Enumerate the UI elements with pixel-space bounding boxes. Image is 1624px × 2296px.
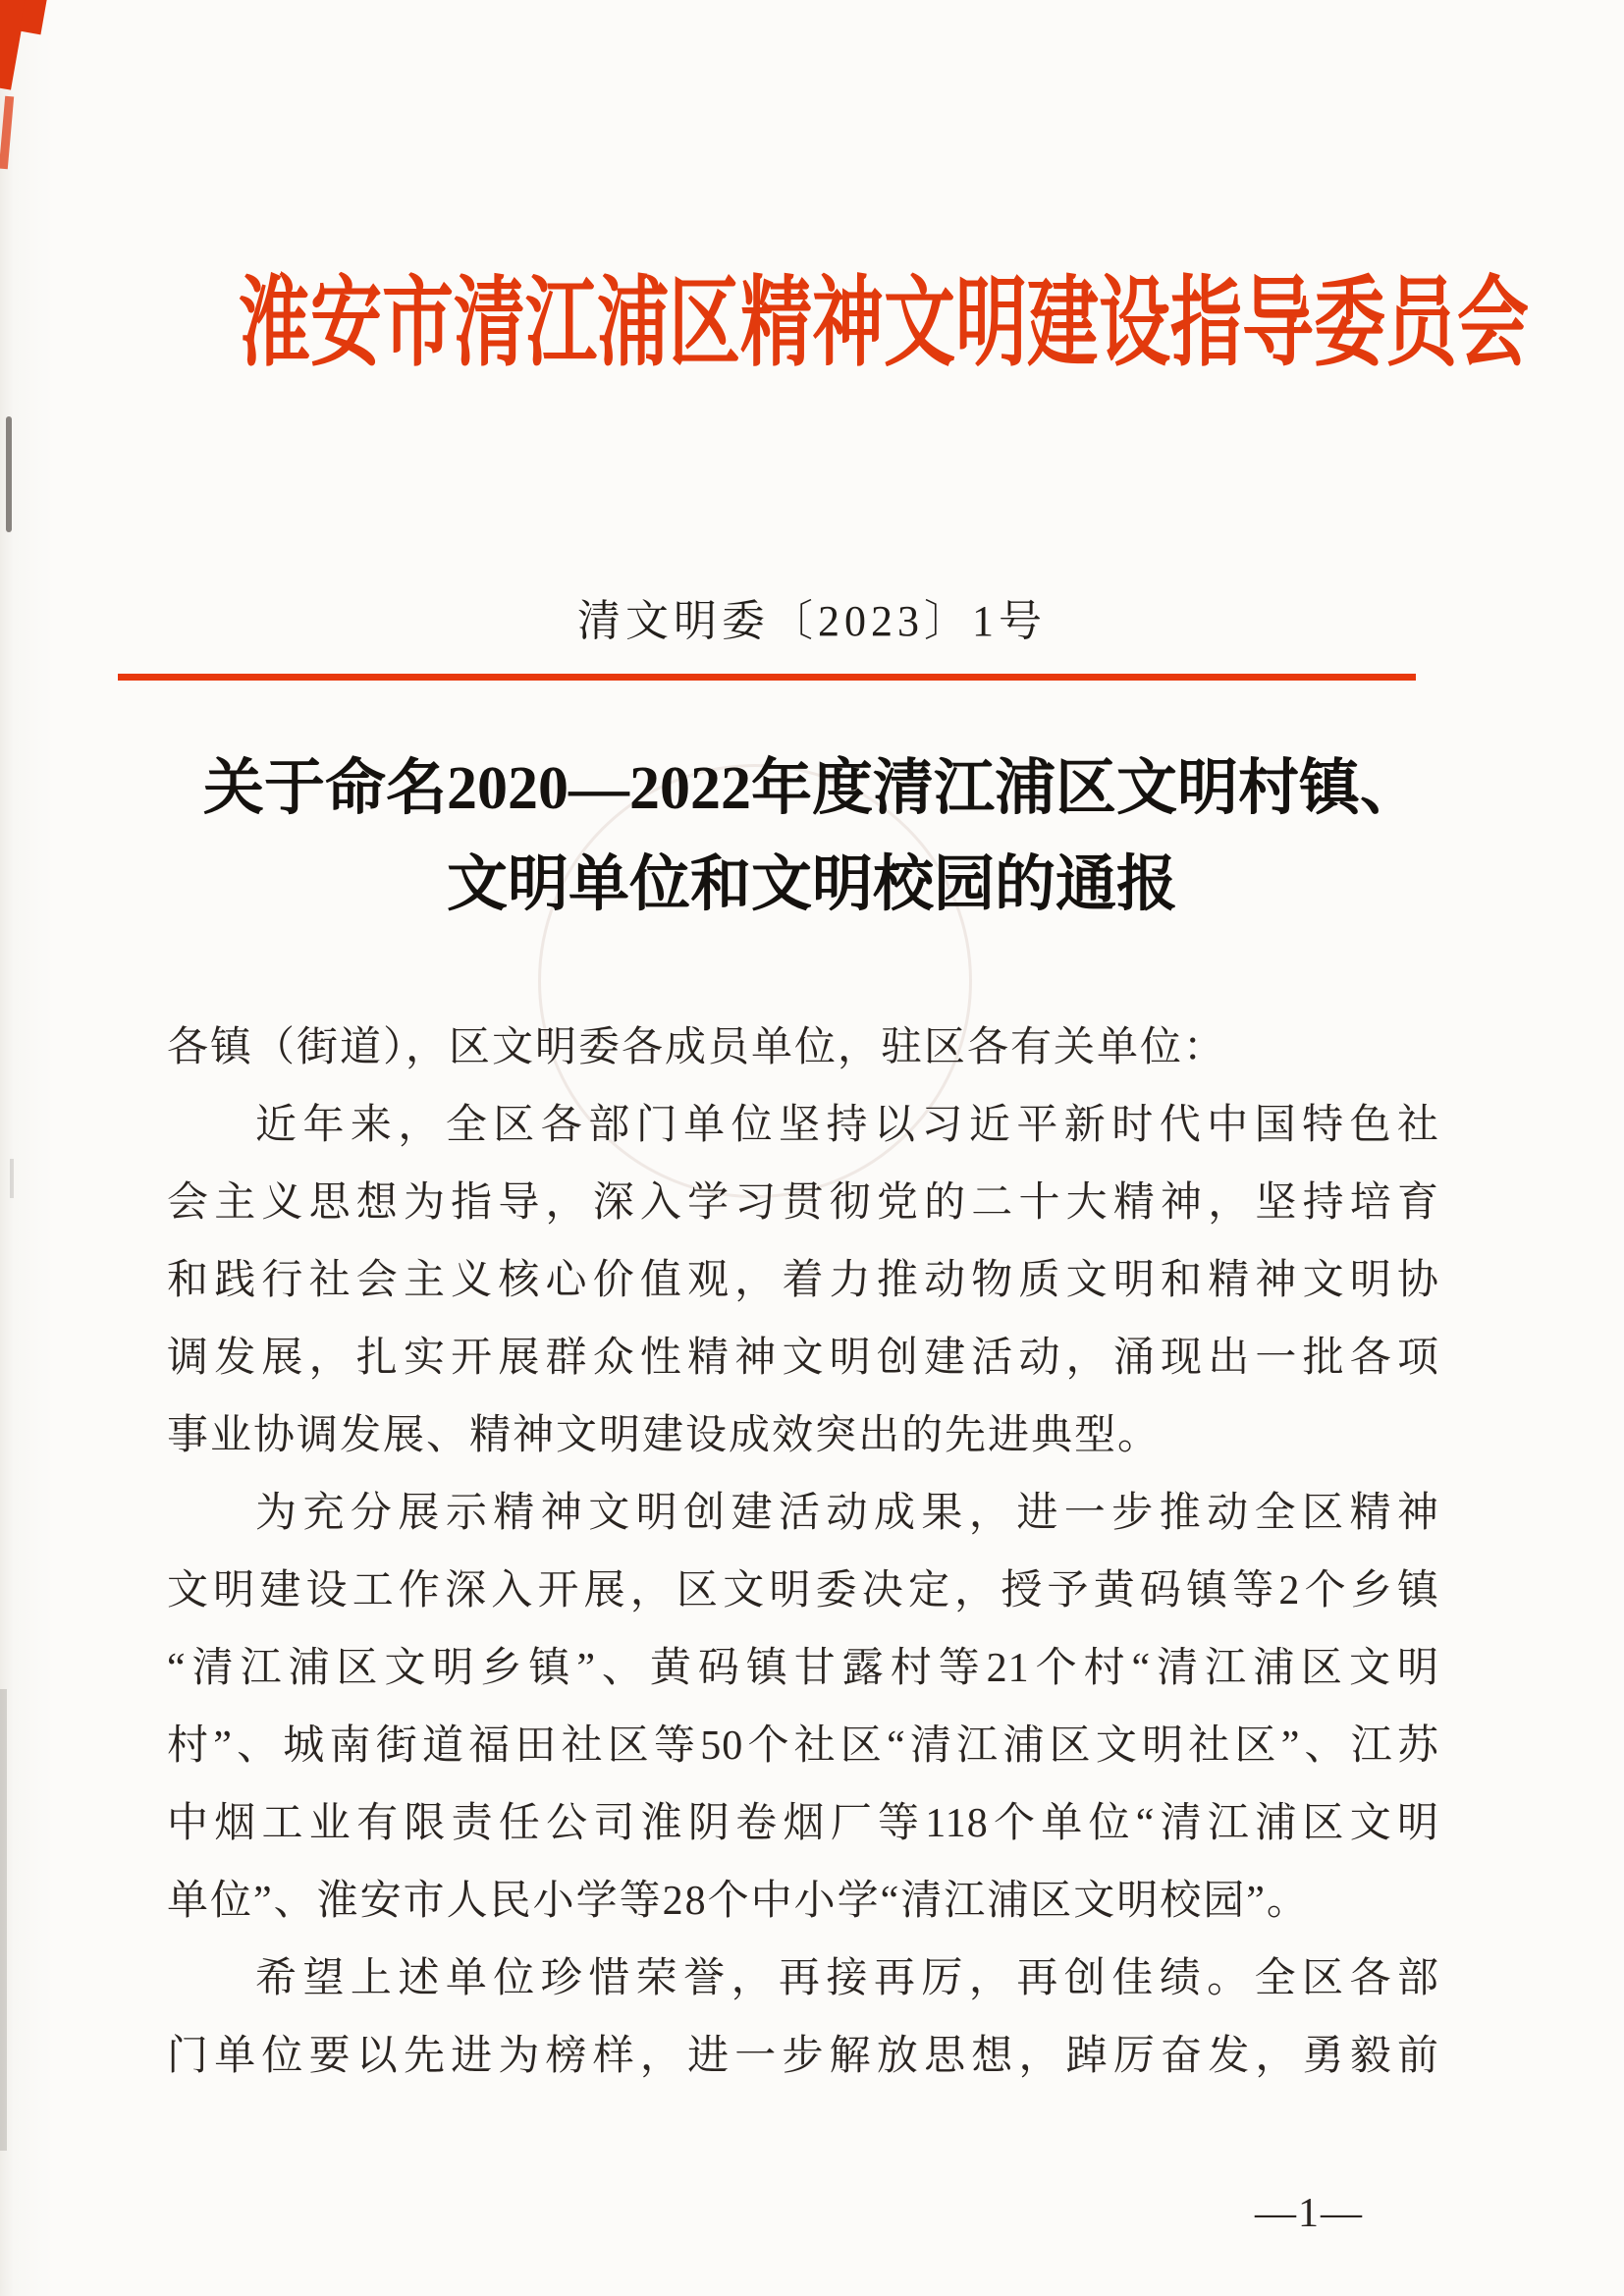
body-line: 文明建设工作深入开展，区文明委决定，授予黄码镇等2个乡镇 — [167, 1568, 1439, 1613]
scan-artifact-red-mark — [20, 0, 54, 34]
document-number: 清文明委〔2023〕1号 — [577, 597, 1047, 645]
body-line: 近年来，全区各部门单位坚持以习近平新时代中国特色社 — [255, 1103, 1439, 1148]
document-title-line1: 关于命名2020—2022年度清江浦区文明村镇、 — [202, 755, 1421, 822]
page-number: —1— — [1255, 2191, 1364, 2236]
document-title-line2: 文明单位和文明校园的通报 — [446, 851, 1177, 918]
body-line: 单位”、淮安市人民小学等28个中小学“清江浦区文明校园”。 — [167, 1879, 1310, 1924]
body-line: 和践行社会主义核心价值观，着力推动物质文明和精神文明协 — [167, 1258, 1439, 1303]
scan-artifact-red-mark — [0, 96, 14, 170]
document-title — [0, 740, 1624, 933]
letterhead-authority-text: 淮安市清江浦区精神文明建设指导委员会 — [239, 269, 1529, 378]
scan-artifact-edge-shadow — [10, 1159, 14, 1198]
body-line: 村”、城南街道福田社区等50个社区“清江浦区文明社区”、江苏 — [167, 1723, 1439, 1769]
salutation-line: 各镇（街道），区文明委各成员单位，驻区各有关单位： — [167, 1025, 1227, 1070]
body-line: 中烟工业有限责任公司淮阴卷烟厂等118个单位“清江浦区文明 — [167, 1801, 1439, 1846]
letterhead-authority-title — [0, 271, 1624, 377]
body-line: 事业协调发展、精神文明建设成效突出的先进典型。 — [167, 1413, 1162, 1458]
body-line: 会主义思想为指导，深入学习贯彻党的二十大精神，坚持培育 — [167, 1180, 1439, 1226]
body-line: 希望上述单位珍惜荣誉，再接再厉，再创佳绩。全区各部 — [255, 1956, 1439, 2001]
scan-artifact-edge-shadow — [6, 416, 12, 532]
body-line: 门单位要以先进为榜样，进一步解放思想，踔厉奋发，勇毅前 — [167, 2034, 1439, 2079]
document-body — [167, 1010, 1439, 2096]
scan-artifact-edge-shadow — [0, 1689, 7, 2151]
red-divider-rule — [118, 674, 1416, 681]
body-line: 为充分展示精神文明创建活动成果，进一步推动全区精神 — [255, 1491, 1439, 1536]
body-line: “清江浦区文明乡镇”、黄码镇甘露村等21个村“清江浦区文明 — [167, 1646, 1439, 1691]
body-line: 调发展，扎实开展群众性精神文明创建活动，涌现出一批各项 — [167, 1336, 1439, 1381]
